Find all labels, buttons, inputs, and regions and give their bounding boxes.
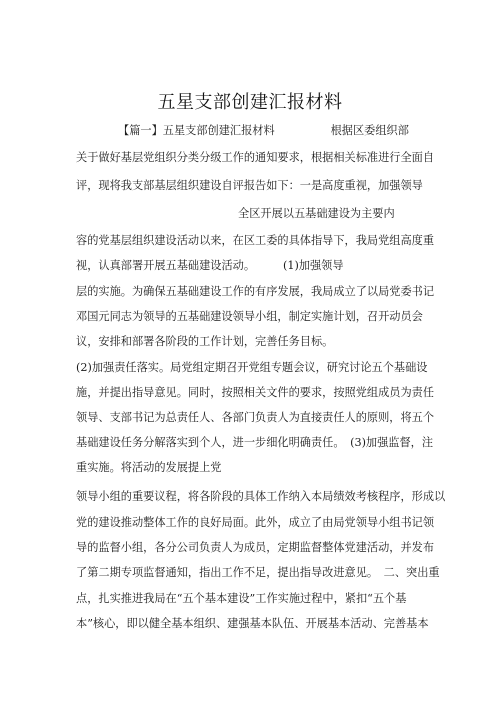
paragraph-line: 导的监督小组，各分公司负责人为成员，定期监督整体党建活动，并发布 bbox=[76, 541, 435, 554]
paragraph-line: 层的实施。为确保五基础建设工作的有序发展，我局成立了以局党委书记 bbox=[76, 285, 435, 298]
paragraph-line: 领导、支部书记为总责任人、各部门负责人为直接责任人的原则，将五个 bbox=[76, 411, 435, 424]
paragraph-line: 了第二期专项监督通知，指出工作不足，提出指导改进意见。 二、突出重 bbox=[76, 566, 440, 579]
paragraph-line: 全区开展以五基础建设为主要内 bbox=[238, 207, 395, 220]
paragraph-line: 本”核心，即以健全基本组织、建强基本队伍、开展基本活动、完善基本 bbox=[76, 617, 429, 630]
paragraph-line: 领导小组的重要议程，将各阶段的具体工作纳入本局绩效考核程序，形成以 bbox=[76, 490, 446, 503]
paragraph-line: 邓国元同志为领导的五基础建设领导小组，制定实施计划，召开动员会 bbox=[76, 310, 423, 323]
document-title: 五星支部创建汇报材料 bbox=[157, 92, 343, 113]
paragraph-line: 视，认真部署开展五基础建设活动。 (1)加强领导 bbox=[76, 259, 344, 272]
paragraph-line: 基础建设任务分解落实到个人，进一步细化明确责任。 (3)加强监督，注 bbox=[76, 436, 434, 449]
paragraph-line: 关于做好基层党组织分类分级工作的通知要求，根据相关标准进行全面自 bbox=[76, 151, 435, 164]
paragraph-line: 议，安排和部署各阶段的工作计划，完善任务目标。 bbox=[76, 335, 334, 348]
paragraph-line: 点，扎实推进我局在“五个基本建设”工作实施过程中，紧扣“五个基 bbox=[76, 592, 407, 605]
paragraph-line: 评，现将我支部基层组织建设自评报告如下：一是高度重视，加强领导 bbox=[76, 179, 423, 192]
paragraph-line: 容的党基层组织建设活动以来，在区工委的具体指导下，我局党组高度重 bbox=[76, 234, 435, 247]
paragraph-line: 党的建设推动整体工作的良好局面。此外，成立了由局党领导小组书记领 bbox=[76, 516, 435, 529]
paragraph-line: 【篇一】五星支部创建汇报材料 根据区委组织部 bbox=[118, 124, 409, 137]
paragraph-line: 施，并提出指导意见。同时，按照相关文件的要求，按照党组成员为责任 bbox=[76, 386, 435, 399]
paragraph-line: (2)加强责任落实。局党组定期召开党组专题会议，研究讨论五个基础设 bbox=[76, 361, 428, 374]
paragraph-line: 重实施。将活动的发展提上党 bbox=[76, 461, 222, 474]
